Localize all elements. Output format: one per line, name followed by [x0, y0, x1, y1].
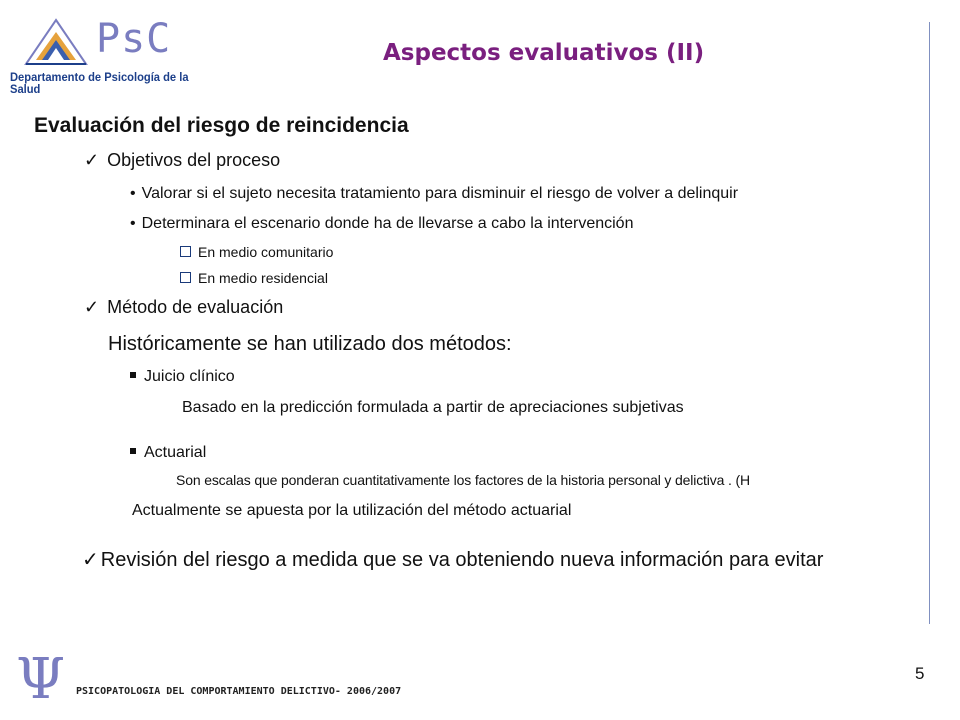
actuarial-item: [130, 444, 206, 462]
logo-brand: PsC: [96, 16, 172, 62]
review-text: Revisión del riesgo a medida que se va obteniendo nueva información para evitar: [100, 549, 824, 571]
objectives-label: Objetivos del proceso: [107, 150, 281, 170]
objectives-item: [84, 150, 280, 171]
department-logo: [10, 12, 220, 96]
checkmark-icon: ✓: [82, 549, 99, 571]
clinical-item: [130, 368, 235, 386]
current-method: Actualmente se apuesta por la utilización del método actuarial: [132, 502, 572, 519]
method-label: Método de evaluación: [107, 297, 284, 317]
actuarial-label: Actuarial: [144, 444, 207, 461]
bullet-dot-icon: •: [130, 185, 136, 202]
triangle-logo-icon: [24, 18, 88, 66]
clinical-label: Juicio clínico: [144, 368, 235, 385]
objective-bullet: [130, 215, 633, 233]
setting-text: En medio residencial: [198, 270, 328, 286]
method-intro: Históricamente se han utilizado dos métodos:: [108, 333, 512, 355]
method-item: [84, 297, 283, 318]
square-bullet-icon: [180, 246, 191, 257]
checkmark-icon: ✓: [84, 150, 100, 170]
checkmark-icon: ✓: [84, 297, 100, 317]
clinical-desc: Basado en la predicción formulada a partir de apreciaciones subjetivas: [182, 399, 684, 416]
setting-subitem: [180, 270, 328, 286]
psi-logo-icon: Ψ: [16, 647, 66, 712]
review-item: [82, 547, 823, 572]
objective-bullet: [130, 185, 738, 203]
section-heading: Evaluación del riesgo de reincidencia: [34, 114, 409, 137]
page-number: 5: [915, 664, 925, 683]
objective-text: Determinara el escenario donde ha de llevarse a cabo la intervención: [141, 215, 634, 232]
slide-title: Aspectos evaluativos (II): [383, 40, 705, 66]
bullet-dot-icon: •: [130, 215, 136, 232]
square-bullet-icon: [180, 272, 191, 283]
square-bullet-icon: [130, 372, 136, 378]
setting-text: En medio comunitario: [198, 244, 334, 260]
footer-text: PSICOPATOLOGIA DEL COMPORTAMIENTO DELICTIVO- 2006/2007: [76, 686, 402, 697]
logo-department: Departamento de Psicología de la Salud: [10, 72, 189, 96]
setting-subitem: [180, 244, 333, 260]
square-bullet-icon: [130, 448, 136, 454]
vertical-divider: [929, 22, 930, 624]
objective-text: Valorar si el sujeto necesita tratamiento para disminuir el riesgo de volver a delinquir: [141, 185, 739, 202]
actuarial-desc: Son escalas que ponderan cuantitativamente los factores de la historia personal y delictiva . (H: [176, 472, 750, 488]
